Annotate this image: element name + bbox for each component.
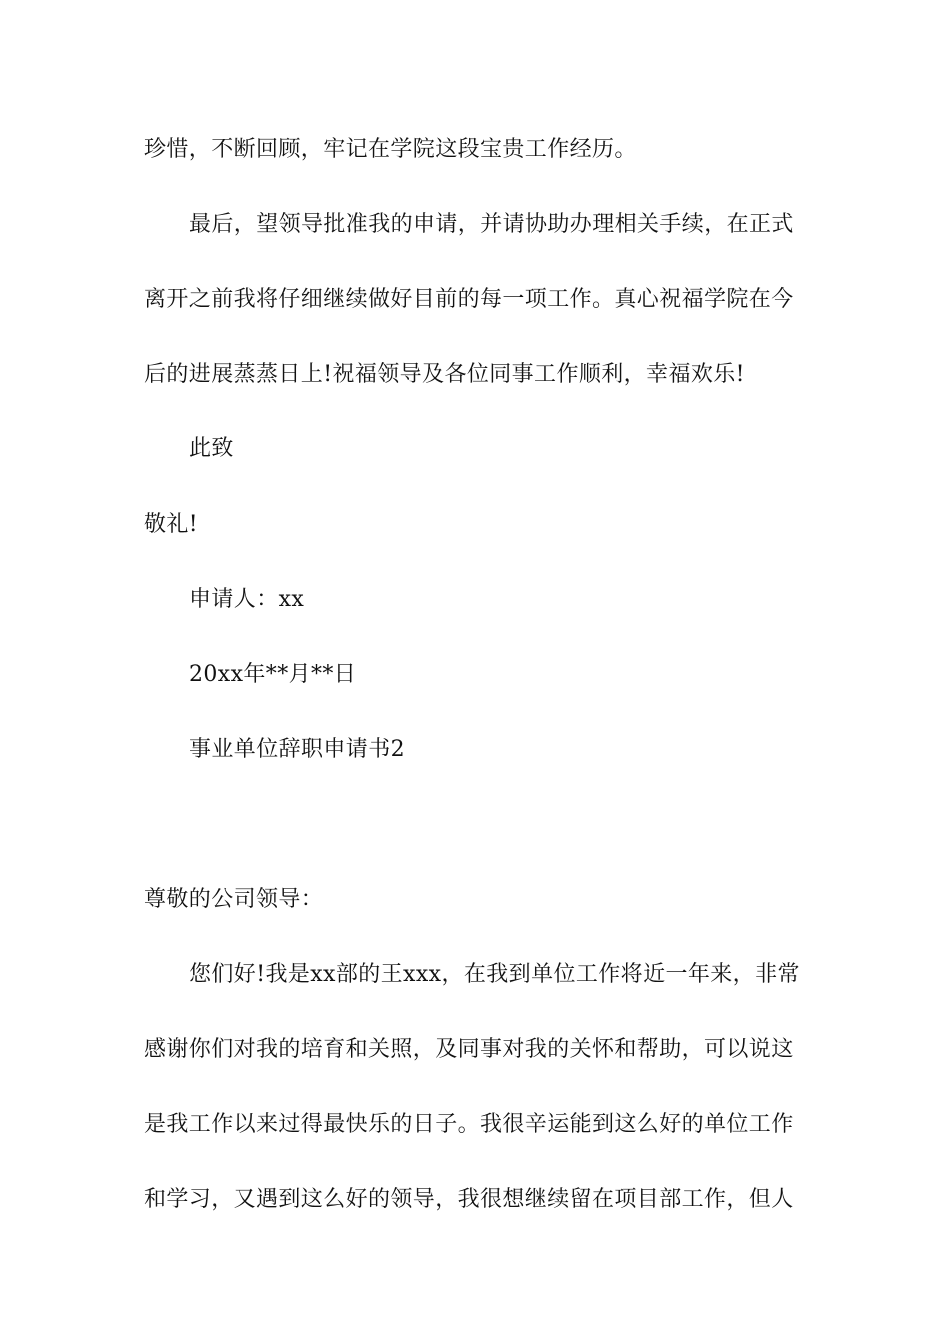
greeting-line: 尊敬的公司领导：	[144, 887, 324, 912]
paragraph-line: 感谢你们对我的培育和关照，及同事对我的关怀和帮助，可以说这	[144, 1037, 794, 1062]
paragraph-line: 离开之前我将仔细继续做好目前的每一项工作。真心祝福学院在今	[144, 287, 794, 312]
paragraph-line: 最后，望领导批准我的申请，并请协助办理相关手续，在正式	[189, 212, 794, 237]
paragraph-line: 后的进展蒸蒸日上!祝福领导及各位同事工作顺利，幸福欢乐!	[144, 362, 745, 387]
application-date: 20xx年**月**日	[189, 662, 357, 687]
paragraph-line: 珍惜，不断回顾，牢记在学院这段宝贵工作经历。	[144, 137, 637, 162]
applicant-name: 申请人：xx	[189, 587, 305, 612]
paragraph-line: 您们好!我是xx部的王xxx，在我到单位工作将近一年来，非常	[189, 962, 800, 987]
section-title: 事业单位辞职申请书2	[189, 737, 405, 762]
paragraph-line: 是我工作以来过得最快乐的日子。我很辛运能到这么好的单位工作	[144, 1112, 794, 1137]
closing-regards: 敬礼!	[144, 512, 199, 537]
closing-salutation: 此致	[189, 436, 234, 461]
paragraph-line: 和学习，又遇到这么好的领导，我很想继续留在项目部工作，但人	[144, 1187, 794, 1212]
